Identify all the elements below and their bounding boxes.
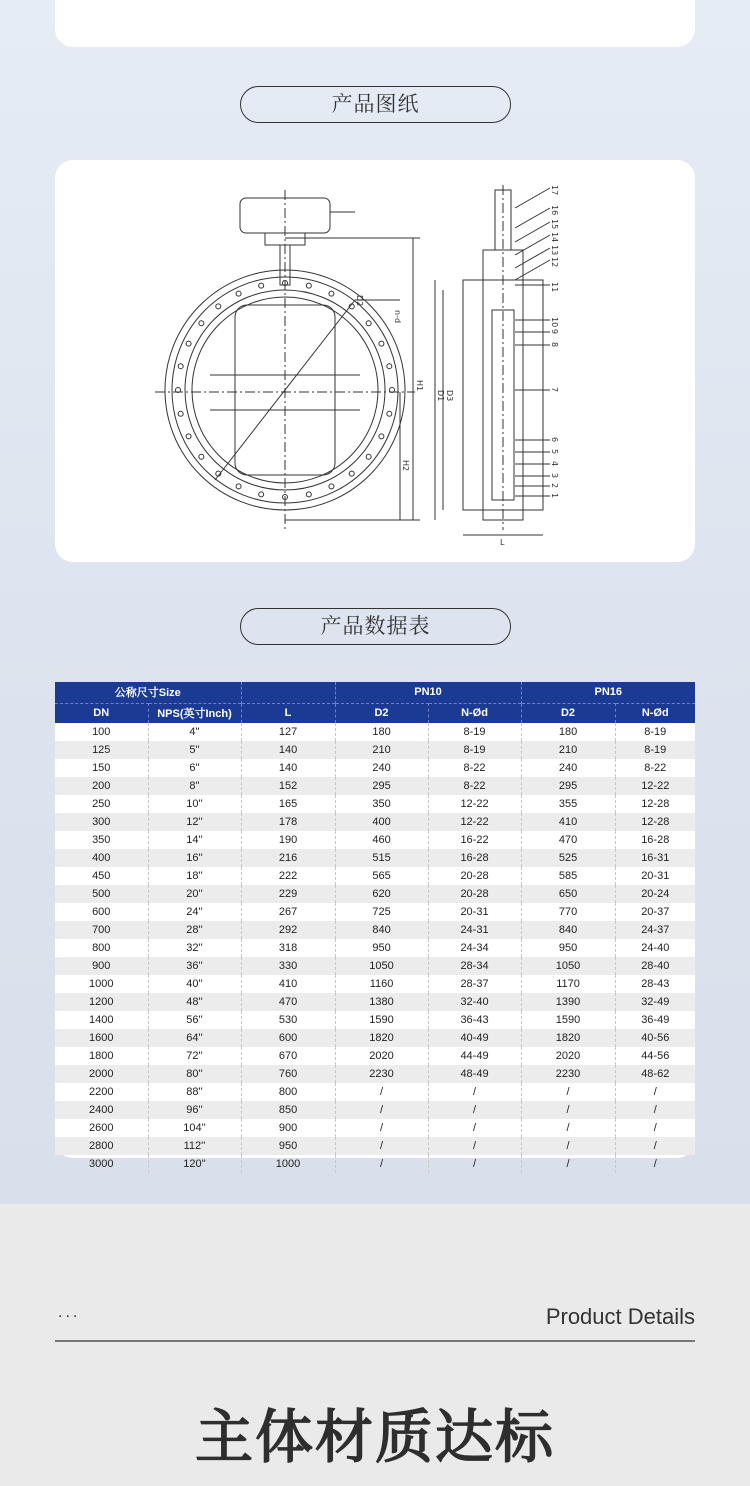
table-row	[55, 849, 695, 867]
table-cell: 300	[55, 813, 148, 831]
drawing-label: 7	[550, 387, 559, 393]
table-cell: 530	[241, 1011, 335, 1029]
table-cell: /	[335, 1083, 428, 1101]
table-row	[55, 1083, 695, 1101]
table-cell: 16''	[148, 849, 241, 867]
table-cell: 10''	[148, 795, 241, 813]
table-cell: 350	[335, 795, 428, 813]
table-cell: /	[615, 1101, 695, 1119]
section-subtitle: Product Details	[545, 1304, 695, 1329]
table-row	[55, 885, 695, 903]
table-cell: 318	[241, 939, 335, 957]
drawing-section-title: 产品图纸	[240, 86, 511, 123]
table-cell: 525	[521, 849, 615, 867]
table-cell: 2800	[55, 1137, 148, 1155]
table-cell: 400	[335, 813, 428, 831]
table-cell: 165	[241, 795, 335, 813]
table-cell: 16-31	[615, 849, 695, 867]
table-cell: 72''	[148, 1047, 241, 1065]
table-row	[55, 1101, 695, 1119]
table-cell: 44-49	[428, 1047, 521, 1065]
table-section-title: 产品数据表	[240, 608, 511, 645]
table-cell: 28''	[148, 921, 241, 939]
table-cell: 1820	[521, 1029, 615, 1047]
table-row	[55, 1119, 695, 1137]
table-cell: 8-19	[428, 723, 521, 741]
bolt-hole	[259, 492, 264, 497]
table-cell: 210	[521, 741, 615, 759]
table-cell: 500	[55, 885, 148, 903]
table-cell: 565	[335, 867, 428, 885]
table-row	[55, 795, 695, 813]
table-row	[55, 939, 695, 957]
table-cell: 24-37	[615, 921, 695, 939]
side-view	[435, 185, 559, 535]
table-cell: 1160	[335, 975, 428, 993]
table-cell: 600	[241, 1029, 335, 1047]
table-row	[55, 1155, 695, 1173]
table-cell: 2400	[55, 1101, 148, 1119]
bolt-hole	[329, 291, 334, 296]
table-cell: /	[428, 1101, 521, 1119]
column-header: D2	[335, 703, 428, 723]
table-cell: 18''	[148, 867, 241, 885]
leader-line	[515, 248, 550, 268]
table-cell: 28-37	[428, 975, 521, 993]
table-cell: 32-40	[428, 993, 521, 1011]
table-cell: 100	[55, 723, 148, 741]
table-cell: 295	[335, 777, 428, 795]
drawing-label: 1	[550, 493, 559, 499]
table-cell: 28-40	[615, 957, 695, 975]
table-cell: 2000	[55, 1065, 148, 1083]
table-cell: 1170	[521, 975, 615, 993]
table-cell: 12-22	[428, 795, 521, 813]
table-cell: 180	[335, 723, 428, 741]
table-cell: 1390	[521, 993, 615, 1011]
divider	[55, 1340, 695, 1342]
table-cell: 12-22	[615, 777, 695, 795]
table-cell: 950	[241, 1137, 335, 1155]
table-cell: 44-56	[641, 1050, 670, 1062]
table-cell: 5''	[148, 741, 241, 759]
drawing-label: 2	[550, 483, 559, 489]
table-cell: 8-22	[428, 759, 521, 777]
table-cell: 178	[241, 813, 335, 831]
table-cell: 2230	[521, 1065, 615, 1083]
drawing-label: H1	[415, 380, 424, 392]
table-cell: 1000	[241, 1155, 335, 1173]
table-cell: 12-22	[428, 813, 521, 831]
table-cell: 840	[521, 921, 615, 939]
table-cell: 40-49	[428, 1029, 521, 1047]
table-cell: 24-40	[641, 942, 670, 954]
group-header-size: 公称尺寸Size	[55, 682, 241, 703]
bolt-hole	[329, 484, 334, 489]
table-cell: 24-34	[428, 939, 521, 957]
leader-line	[515, 235, 550, 255]
table-cell: 1590	[335, 1011, 428, 1029]
dots-decoration: ...	[58, 1304, 81, 1321]
table-row	[55, 1011, 695, 1029]
drawing-label: 13	[550, 245, 559, 256]
table-cell: /	[653, 1158, 657, 1170]
drawing-label: D1	[436, 390, 445, 402]
table-cell: 48-62	[615, 1065, 695, 1083]
table-cell: 80''	[148, 1065, 241, 1083]
table-cell: /	[521, 1083, 615, 1101]
table-cell: 1050	[521, 957, 615, 975]
table-row	[55, 867, 695, 885]
table-cell: 1600	[55, 1029, 148, 1047]
table-cell: 800	[55, 939, 148, 957]
bolt-hole	[366, 321, 371, 326]
drawing-label: 8	[550, 342, 559, 348]
group-header-row	[55, 682, 695, 703]
table-cell: 1800	[55, 1047, 148, 1065]
drawing-card	[55, 160, 695, 562]
table-cell: 410	[241, 975, 335, 993]
table-cell: 250	[55, 795, 148, 813]
table-cell: 900	[241, 1119, 335, 1137]
table-cell: 1000	[55, 975, 148, 993]
table-cell: 190	[241, 831, 335, 849]
table-cell: 2200	[55, 1083, 148, 1101]
front-view	[155, 190, 420, 530]
table-row	[55, 1065, 695, 1083]
table-cell: 24''	[148, 903, 241, 921]
column-header: L	[241, 703, 335, 723]
bolt-hole	[379, 434, 384, 439]
table-cell: 240	[521, 759, 615, 777]
table-cell: /	[335, 1137, 428, 1155]
bolt-hole	[349, 471, 354, 476]
table-cell: 1400	[55, 1011, 148, 1029]
table-cell: 470	[521, 831, 615, 849]
column-header: D2	[521, 703, 615, 723]
table-cell: /	[428, 1119, 521, 1137]
table-cell: 40-56	[615, 1029, 695, 1047]
table-cell: 8-19	[615, 741, 695, 759]
table-cell: 267	[241, 903, 335, 921]
drawing-label: 3	[550, 473, 559, 479]
drawing-label: n-d	[393, 310, 402, 324]
group-header-pn10: PN10	[335, 682, 521, 703]
table-cell: 725	[335, 903, 428, 921]
table-cell: 2230	[335, 1065, 428, 1083]
table-cell: 355	[521, 795, 615, 813]
bolt-hole	[259, 283, 264, 288]
column-header: N-Ød	[428, 703, 521, 723]
table-cell: 600	[55, 903, 148, 921]
table-cell: 770	[521, 903, 615, 921]
table-cell: 16-28	[428, 849, 521, 867]
table-cell: 222	[241, 867, 335, 885]
table-row	[55, 1137, 695, 1155]
table-cell: 12-28	[615, 813, 695, 831]
table-cell: 20-31	[641, 870, 670, 882]
table-cell: 112''	[148, 1137, 241, 1155]
table-cell: 1590	[521, 1011, 615, 1029]
table-cell: 32-49	[615, 993, 695, 1011]
product-details-section	[0, 1204, 750, 1486]
table-cell: 127	[241, 723, 335, 741]
drawing-label: 4	[550, 461, 559, 467]
table-cell: 900	[55, 957, 148, 975]
table-cell: 210	[335, 741, 428, 759]
table-cell: 24-31	[428, 921, 521, 939]
bolt-hole	[366, 454, 371, 459]
bolt-hole	[178, 411, 183, 416]
drawing-label: D2	[355, 295, 364, 307]
bolt-hole	[199, 454, 204, 459]
table-cell: 16-28	[641, 834, 670, 846]
column-header: NPS(英寸Inch)	[148, 703, 241, 723]
table-cell: 800	[241, 1083, 335, 1101]
table-cell: 200	[55, 777, 148, 795]
table-cell: 8-22	[644, 762, 667, 774]
table-cell: 12-28	[641, 798, 670, 810]
column-header: N-Ød	[615, 703, 695, 723]
table-cell: 950	[521, 939, 615, 957]
table-cell: 36-43	[428, 1011, 521, 1029]
table-cell: 850	[241, 1101, 335, 1119]
table-cell: 150	[55, 759, 148, 777]
table-cell: /	[428, 1155, 521, 1173]
table-cell: 1380	[335, 993, 428, 1011]
table-row	[55, 1029, 695, 1047]
table-cell: 1050	[335, 957, 428, 975]
table-cell: 295	[521, 777, 615, 795]
table-row	[55, 777, 695, 795]
table-cell: /	[335, 1155, 428, 1173]
table-cell: 20''	[148, 885, 241, 903]
table-row	[55, 759, 695, 777]
table-cell: 28-43	[641, 978, 670, 990]
table-cell: 292	[241, 921, 335, 939]
table-cell: 64''	[148, 1029, 241, 1047]
previous-card	[55, 0, 695, 47]
table-cell: 20-24	[615, 885, 695, 903]
drawing-label: 12	[550, 257, 559, 268]
table-cell: 125	[55, 741, 148, 759]
table-cell: 40''	[148, 975, 241, 993]
column-header: DN	[55, 703, 148, 723]
table-cell: /	[521, 1155, 615, 1173]
table-cell: 620	[335, 885, 428, 903]
table-cell: 16-22	[428, 831, 521, 849]
table-cell: 48''	[148, 993, 241, 1011]
table-row	[55, 723, 695, 741]
table-cell: 670	[241, 1047, 335, 1065]
table-cell: 410	[521, 813, 615, 831]
table-cell: 1820	[335, 1029, 428, 1047]
column-header-row	[55, 703, 695, 723]
bolt-hole	[306, 283, 311, 288]
table-cell: 3000	[55, 1155, 148, 1173]
drawing-label: H2	[401, 460, 410, 472]
table-cell: 840	[335, 921, 428, 939]
table-cell: 450	[55, 867, 148, 885]
table-row	[55, 921, 695, 939]
table-cell: 104''	[148, 1119, 241, 1137]
table-cell: /	[335, 1101, 428, 1119]
table-cell: 32''	[148, 939, 241, 957]
drawing-label: 6	[550, 437, 559, 443]
table-cell: 950	[335, 939, 428, 957]
table-row	[55, 831, 695, 849]
table-cell: 20-37	[641, 906, 670, 918]
table-cell: 56''	[148, 1011, 241, 1029]
table-cell: 229	[241, 885, 335, 903]
drawing-label: 14	[550, 232, 559, 243]
table-cell: 180	[521, 723, 615, 741]
group-header-pn16: PN16	[521, 682, 695, 703]
bolt-hole	[306, 492, 311, 497]
drawing-label: 10	[550, 317, 559, 328]
table-row	[55, 1047, 695, 1065]
leader-line	[515, 188, 550, 208]
table-cell: 20-31	[428, 903, 521, 921]
table-cell: 8''	[148, 777, 241, 795]
table-cell: /	[653, 1122, 657, 1134]
drawing-label: 9	[550, 329, 559, 335]
table-row	[55, 903, 695, 921]
bolt-hole	[236, 484, 241, 489]
table-cell: 350	[55, 831, 148, 849]
table-cell: 120''	[148, 1155, 241, 1173]
table-cell: 216	[241, 849, 335, 867]
table-cell: 20-28	[428, 885, 521, 903]
table-cell: 12''	[148, 813, 241, 831]
bolt-hole	[379, 341, 384, 346]
bolt-hole	[387, 411, 392, 416]
table-cell: 152	[241, 777, 335, 795]
table-cell: 760	[241, 1065, 335, 1083]
section-headline: 主体材质达标	[194, 1403, 555, 1471]
table-cell: 585	[521, 867, 615, 885]
table-cell: 48-49	[428, 1065, 521, 1083]
table-cell: /	[521, 1119, 615, 1137]
table-cell: 700	[55, 921, 148, 939]
drawing-label: 11	[550, 282, 559, 293]
valve-technical-drawing	[55, 160, 695, 562]
table-cell: 88''	[148, 1083, 241, 1101]
table-cell: 36-49	[641, 1014, 670, 1026]
table-cell: 8-19	[428, 741, 521, 759]
drawing-label: D3	[445, 390, 454, 402]
table-cell: /	[615, 1137, 695, 1155]
table-cell: 330	[241, 957, 335, 975]
table-cell: 2600	[55, 1119, 148, 1137]
table-cell: 650	[521, 885, 615, 903]
table-row	[55, 957, 695, 975]
bolt-hole	[387, 364, 392, 369]
table-cell: 140	[241, 741, 335, 759]
table-cell: /	[428, 1083, 521, 1101]
table-cell: 6''	[148, 759, 241, 777]
table-cell: 470	[241, 993, 335, 1011]
table-row	[55, 741, 695, 759]
table-cell: 1200	[55, 993, 148, 1011]
table-cell: 8-19	[644, 726, 667, 738]
bolt-hole	[199, 321, 204, 326]
table-cell: /	[653, 1086, 657, 1098]
table-cell: 8-22	[428, 777, 521, 795]
table-cell: 2020	[521, 1047, 615, 1065]
drawing-label: 5	[550, 449, 559, 455]
table-cell: 20-28	[428, 867, 521, 885]
table-row	[55, 975, 695, 993]
table-row	[55, 993, 695, 1011]
table-cell: /	[428, 1137, 521, 1155]
bolt-hole	[186, 434, 191, 439]
table-cell: 400	[55, 849, 148, 867]
table-cell: 460	[335, 831, 428, 849]
table-cell: /	[521, 1137, 615, 1155]
drawing-label: L	[500, 538, 505, 547]
table-cell: 36''	[148, 957, 241, 975]
leader-line	[515, 260, 550, 280]
drawing-label: 15	[550, 219, 559, 230]
table-cell: /	[335, 1119, 428, 1137]
table-cell: 96''	[148, 1101, 241, 1119]
table-cell: 4''	[148, 723, 241, 741]
table-cell: 240	[335, 759, 428, 777]
table-cell: 28-34	[428, 957, 521, 975]
bolt-hole	[186, 341, 191, 346]
table-cell: 140	[241, 759, 335, 777]
drawing-label: 17	[550, 185, 559, 196]
group-header-empty	[241, 682, 335, 703]
bolt-hole	[216, 304, 221, 309]
product-data-table	[55, 682, 695, 1170]
table-cell: 2020	[335, 1047, 428, 1065]
table-cell: 515	[335, 849, 428, 867]
table-cell: 14''	[148, 831, 241, 849]
table-row	[55, 813, 695, 831]
bolt-hole	[236, 291, 241, 296]
table-cell: /	[521, 1101, 615, 1119]
bolt-hole	[178, 364, 183, 369]
drawing-label: 16	[550, 205, 559, 216]
